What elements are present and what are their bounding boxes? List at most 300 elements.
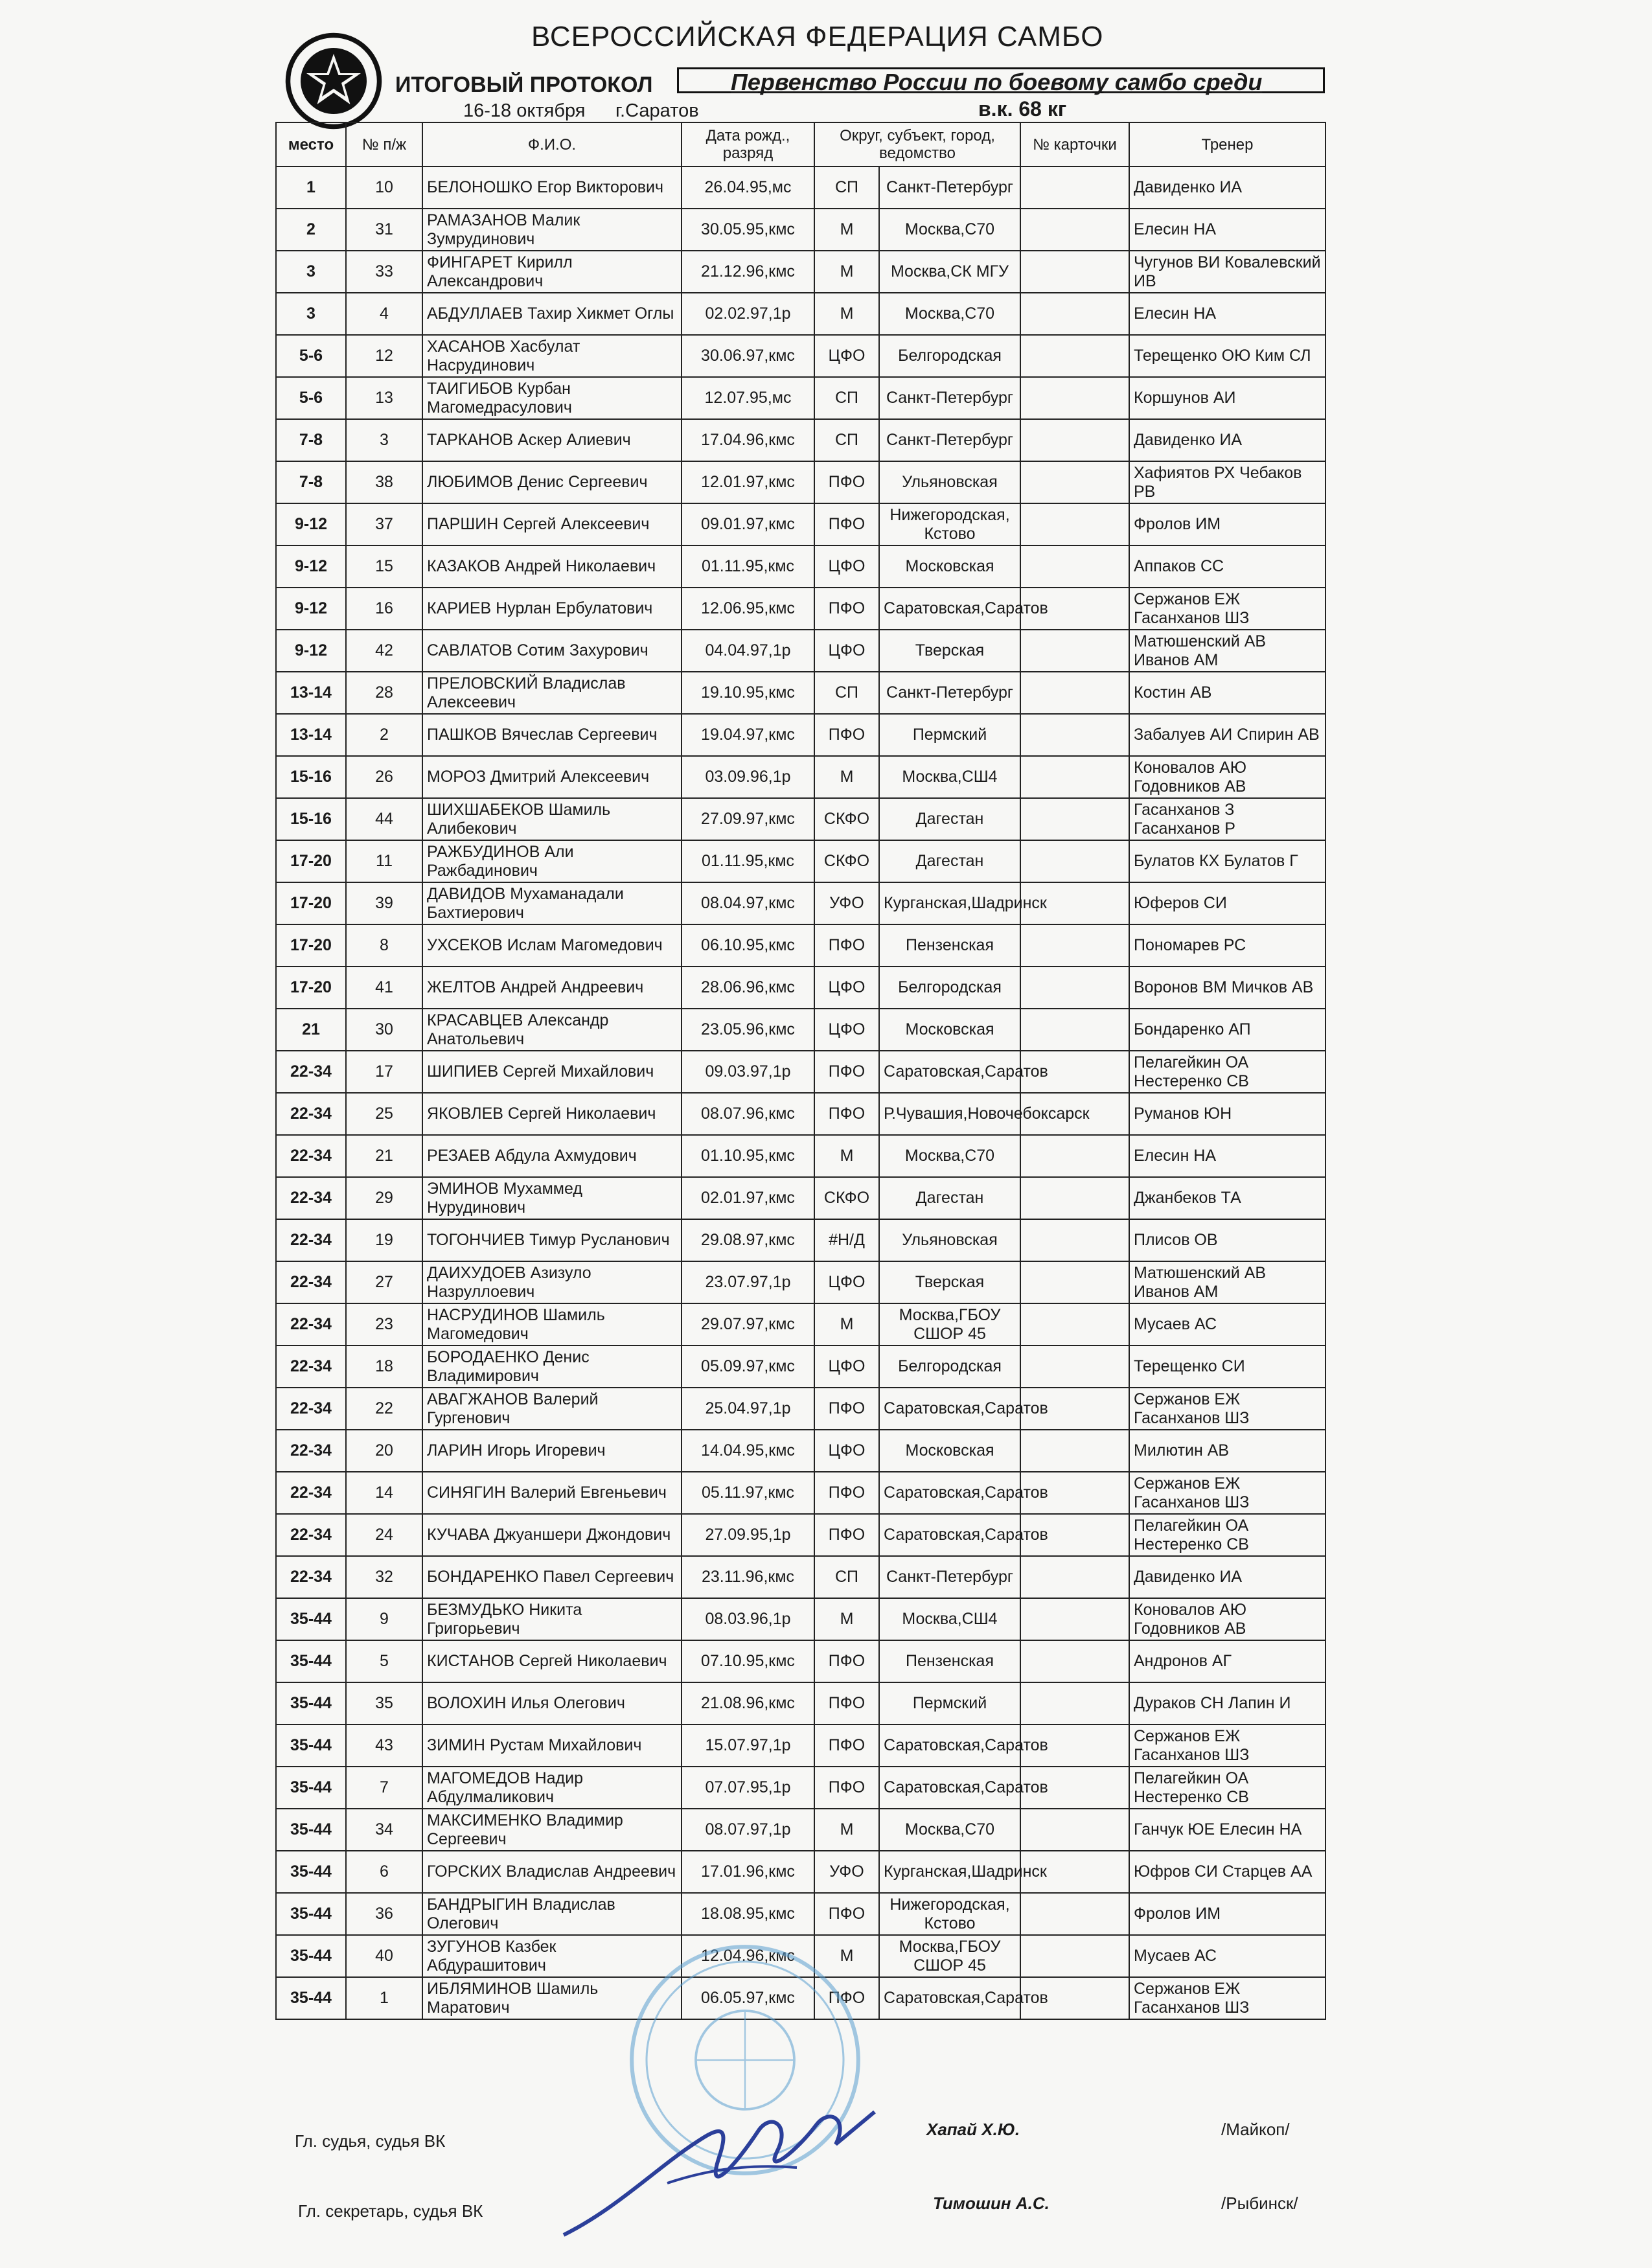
cell-place: 22-34 bbox=[276, 1388, 346, 1430]
cell-district: ПФО bbox=[814, 588, 879, 630]
cell-num: 4 bbox=[346, 293, 422, 335]
cell-region: Дагестан bbox=[879, 840, 1020, 882]
cell-place: 22-34 bbox=[276, 1303, 346, 1346]
cell-coach: Матюшенский АВ Иванов АМ bbox=[1129, 1261, 1325, 1303]
cell-coach: Сержанов ЕЖ Гасанханов ШЗ bbox=[1129, 1388, 1325, 1430]
cell-name: ТАРКАНОВ Аскер Алиевич bbox=[422, 419, 682, 461]
cell-dob: 17.01.96,кмс bbox=[682, 1851, 814, 1893]
handwritten-signature bbox=[538, 2092, 901, 2248]
cell-district: М bbox=[814, 1809, 879, 1851]
federation-logo bbox=[285, 32, 382, 130]
organization-name: ВСЕРОССИЙСКАЯ ФЕДЕРАЦИЯ САМБО bbox=[531, 21, 1104, 52]
cell-dob: 12.01.97,кмс bbox=[682, 461, 814, 503]
cell-card bbox=[1020, 377, 1129, 419]
cell-place: 9-12 bbox=[276, 588, 346, 630]
cell-district: М bbox=[814, 209, 879, 251]
cell-card bbox=[1020, 461, 1129, 503]
cell-card bbox=[1020, 1261, 1129, 1303]
cell-dob: 06.05.97,кмс bbox=[682, 1977, 814, 2019]
cell-dob: 21.12.96,кмс bbox=[682, 251, 814, 293]
cell-card bbox=[1020, 1935, 1129, 1977]
table-row bbox=[276, 1472, 1325, 1514]
cell-coach: Хафиятов РХ Чебаков РВ bbox=[1129, 461, 1325, 503]
table-row bbox=[276, 1009, 1325, 1051]
cell-coach: Фролов ИМ bbox=[1129, 1893, 1325, 1935]
cell-card bbox=[1020, 1219, 1129, 1261]
cell-card bbox=[1020, 1682, 1129, 1724]
cell-name: ДАИХУДОЕВ Азизуло Назруллоевич bbox=[422, 1261, 682, 1303]
cell-name: ПАШКОВ Вячеслав Сергеевич bbox=[422, 714, 682, 756]
cell-num: 20 bbox=[346, 1430, 422, 1472]
cell-card bbox=[1020, 293, 1129, 335]
cell-region: Саратовская,Саратов bbox=[879, 1724, 1020, 1767]
chief-judge-city: /Майкоп/ bbox=[1221, 2120, 1290, 2139]
cell-region: Белгородская bbox=[879, 967, 1020, 1009]
cell-region: Московская bbox=[879, 1430, 1020, 1472]
cell-name: ШИХШАБЕКОВ Шамиль Алибекович bbox=[422, 798, 682, 840]
cell-num: 35 bbox=[346, 1682, 422, 1724]
cell-place: 22-34 bbox=[276, 1135, 346, 1177]
cell-dob: 01.11.95,кмс bbox=[682, 545, 814, 588]
cell-place: 1 bbox=[276, 166, 346, 209]
cell-dob: 05.09.97,кмс bbox=[682, 1346, 814, 1388]
cell-card bbox=[1020, 1303, 1129, 1346]
cell-place: 7-8 bbox=[276, 461, 346, 503]
cell-num: 25 bbox=[346, 1093, 422, 1135]
cell-district: ЦФО bbox=[814, 545, 879, 588]
table-row bbox=[276, 1135, 1325, 1177]
cell-coach: Забалуев АИ Спирин АВ bbox=[1129, 714, 1325, 756]
cell-region: Санкт-Петербург bbox=[879, 419, 1020, 461]
cell-district: ПФО bbox=[814, 1388, 879, 1430]
cell-card bbox=[1020, 672, 1129, 714]
cell-region: Р.Чувашия,Новочебоксарск bbox=[879, 1093, 1020, 1135]
cell-region: Пензенская bbox=[879, 924, 1020, 967]
cell-num: 18 bbox=[346, 1346, 422, 1388]
cell-name: МОРОЗ Дмитрий Алексеевич bbox=[422, 756, 682, 798]
cell-num: 1 bbox=[346, 1977, 422, 2019]
cell-name: БЕЛОНОШКО Егор Викторович bbox=[422, 166, 682, 209]
cell-district: ПФО bbox=[814, 1514, 879, 1556]
results-table bbox=[275, 122, 1326, 2020]
cell-card bbox=[1020, 756, 1129, 798]
cell-district: ЦФО bbox=[814, 630, 879, 672]
cell-place: 5-6 bbox=[276, 377, 346, 419]
cell-place: 3 bbox=[276, 251, 346, 293]
cell-district: ПФО bbox=[814, 1640, 879, 1682]
table-row bbox=[276, 209, 1325, 251]
cell-region: Москва,С70 bbox=[879, 1135, 1020, 1177]
cell-district: ПФО bbox=[814, 461, 879, 503]
cell-dob: 09.03.97,1р bbox=[682, 1051, 814, 1093]
cell-dob: 14.04.95,кмс bbox=[682, 1430, 814, 1472]
cell-card bbox=[1020, 545, 1129, 588]
table-row bbox=[276, 461, 1325, 503]
cell-num: 23 bbox=[346, 1303, 422, 1346]
cell-region: Пензенская bbox=[879, 1640, 1020, 1682]
cell-coach: Воронов ВМ Мичков АВ bbox=[1129, 967, 1325, 1009]
cell-place: 22-34 bbox=[276, 1346, 346, 1388]
cell-dob: 28.06.96,кмс bbox=[682, 967, 814, 1009]
cell-place: 35-44 bbox=[276, 1682, 346, 1724]
table-row bbox=[276, 166, 1325, 209]
cell-coach: Елесин НА bbox=[1129, 293, 1325, 335]
table-row bbox=[276, 1893, 1325, 1935]
cell-name: КРАСАВЦЕВ Александр Анатольевич bbox=[422, 1009, 682, 1051]
cell-coach: Юферов СИ bbox=[1129, 882, 1325, 924]
cell-coach: Джанбеков ТА bbox=[1129, 1177, 1325, 1219]
cell-region: Ульяновская bbox=[879, 1219, 1020, 1261]
cell-coach: Коршунов АИ bbox=[1129, 377, 1325, 419]
cell-place: 13-14 bbox=[276, 714, 346, 756]
cell-place: 7-8 bbox=[276, 419, 346, 461]
cell-place: 17-20 bbox=[276, 840, 346, 882]
cell-num: 9 bbox=[346, 1598, 422, 1640]
cell-district: СКФО bbox=[814, 798, 879, 840]
cell-dob: 25.04.97,1р bbox=[682, 1388, 814, 1430]
cell-coach: Плисов ОВ bbox=[1129, 1219, 1325, 1261]
cell-card bbox=[1020, 335, 1129, 377]
table-row bbox=[276, 1640, 1325, 1682]
cell-region: Курганская,Шадринск bbox=[879, 1851, 1020, 1893]
cell-region: Санкт-Петербург bbox=[879, 1556, 1020, 1598]
cell-num: 22 bbox=[346, 1388, 422, 1430]
cell-coach: Милютин АВ bbox=[1129, 1430, 1325, 1472]
event-title: Первенство России по боевому самбо среди bbox=[677, 67, 1325, 93]
cell-place: 9-12 bbox=[276, 545, 346, 588]
cell-district: ПФО bbox=[814, 1767, 879, 1809]
cell-district: ЦФО bbox=[814, 967, 879, 1009]
cell-name: АВАГЖАНОВ Валерий Гургенович bbox=[422, 1388, 682, 1430]
cell-place: 22-34 bbox=[276, 1556, 346, 1598]
cell-region: Москва,СШ4 bbox=[879, 1598, 1020, 1640]
cell-region: Курганская,Шадринск bbox=[879, 882, 1020, 924]
table-row bbox=[276, 714, 1325, 756]
cell-dob: 17.04.96,кмс bbox=[682, 419, 814, 461]
cell-dob: 30.05.95,кмс bbox=[682, 209, 814, 251]
chief-judge-label: Гл. судья, судья ВК bbox=[295, 2131, 446, 2151]
table-row bbox=[276, 756, 1325, 798]
cell-district: СП bbox=[814, 672, 879, 714]
cell-dob: 30.06.97,кмс bbox=[682, 335, 814, 377]
cell-region: Нижегородская, Кстово bbox=[879, 1893, 1020, 1935]
cell-card bbox=[1020, 209, 1129, 251]
cell-num: 30 bbox=[346, 1009, 422, 1051]
col-header-dob: Дата рожд., разряд bbox=[682, 122, 814, 166]
cell-num: 28 bbox=[346, 672, 422, 714]
cell-district: ПФО bbox=[814, 924, 879, 967]
cell-dob: 12.06.95,кмс bbox=[682, 588, 814, 630]
table-row bbox=[276, 419, 1325, 461]
cell-dob: 08.04.97,кмс bbox=[682, 882, 814, 924]
cell-card bbox=[1020, 1893, 1129, 1935]
chief-judge-name: Хапай Х.Ю. bbox=[926, 2120, 1020, 2139]
cell-coach: Матюшенский АВ Иванов АМ bbox=[1129, 630, 1325, 672]
protocol-title: ИТОГОВЫЙ ПРОТОКОЛ bbox=[395, 73, 653, 97]
event-dates: 16-18 октября bbox=[463, 100, 586, 121]
cell-num: 3 bbox=[346, 419, 422, 461]
cell-place: 35-44 bbox=[276, 1640, 346, 1682]
cell-district: ЦФО bbox=[814, 1346, 879, 1388]
cell-num: 17 bbox=[346, 1051, 422, 1093]
cell-num: 43 bbox=[346, 1724, 422, 1767]
cell-coach: Булатов КХ Булатов Г bbox=[1129, 840, 1325, 882]
weight-class: в.к. 68 кг bbox=[978, 97, 1067, 120]
cell-place: 35-44 bbox=[276, 1935, 346, 1977]
cell-card bbox=[1020, 967, 1129, 1009]
cell-district: М bbox=[814, 1598, 879, 1640]
table-row bbox=[276, 545, 1325, 588]
table-row bbox=[276, 1598, 1325, 1640]
cell-region: Саратовская,Саратов bbox=[879, 1767, 1020, 1809]
table-row bbox=[276, 335, 1325, 377]
cell-region: Москва,С70 bbox=[879, 209, 1020, 251]
table-row bbox=[276, 1051, 1325, 1093]
cell-district: СП bbox=[814, 166, 879, 209]
cell-name: ЯКОВЛЕВ Сергей Николаевич bbox=[422, 1093, 682, 1135]
cell-place: 35-44 bbox=[276, 1893, 346, 1935]
cell-card bbox=[1020, 1009, 1129, 1051]
cell-coach: Андронов АГ bbox=[1129, 1640, 1325, 1682]
cell-region: Санкт-Петербург bbox=[879, 377, 1020, 419]
cell-place: 21 bbox=[276, 1009, 346, 1051]
cell-coach: Елесин НА bbox=[1129, 209, 1325, 251]
cell-dob: 08.03.96,1р bbox=[682, 1598, 814, 1640]
cell-name: ЛАРИН Игорь Игоревич bbox=[422, 1430, 682, 1472]
cell-place: 22-34 bbox=[276, 1051, 346, 1093]
table-row bbox=[276, 377, 1325, 419]
cell-coach: Елесин НА bbox=[1129, 1135, 1325, 1177]
cell-coach: Сержанов ЕЖ Гасанханов ШЗ bbox=[1129, 1724, 1325, 1767]
cell-name: КИСТАНОВ Сергей Николаевич bbox=[422, 1640, 682, 1682]
cell-region: Тверская bbox=[879, 630, 1020, 672]
table-row bbox=[276, 1177, 1325, 1219]
cell-name: РЕЗАЕВ Абдула Ахмудович bbox=[422, 1135, 682, 1177]
table-row bbox=[276, 1430, 1325, 1472]
cell-dob: 12.04.96,кмс bbox=[682, 1935, 814, 1977]
cell-coach: Коновалов АЮ Годовников АВ bbox=[1129, 756, 1325, 798]
table-row bbox=[276, 1219, 1325, 1261]
table-row bbox=[276, 672, 1325, 714]
cell-place: 15-16 bbox=[276, 756, 346, 798]
cell-place: 22-34 bbox=[276, 1514, 346, 1556]
cell-coach: Сержанов ЕЖ Гасанханов ШЗ bbox=[1129, 1977, 1325, 2019]
cell-num: 7 bbox=[346, 1767, 422, 1809]
col-header-region: Округ, субъект, город, ведомство bbox=[814, 122, 1020, 166]
cell-coach: Мусаев АС bbox=[1129, 1935, 1325, 1977]
cell-district: ПФО bbox=[814, 503, 879, 545]
cell-coach: Мусаев АС bbox=[1129, 1303, 1325, 1346]
cell-num: 29 bbox=[346, 1177, 422, 1219]
cell-card bbox=[1020, 840, 1129, 882]
cell-region: Санкт-Петербург bbox=[879, 166, 1020, 209]
cell-region: Москва,ГБОУ СШОР 45 bbox=[879, 1935, 1020, 1977]
cell-dob: 02.02.97,1р bbox=[682, 293, 814, 335]
cell-region: Ульяновская bbox=[879, 461, 1020, 503]
table-row bbox=[276, 251, 1325, 293]
cell-dob: 12.07.95,мс bbox=[682, 377, 814, 419]
secretary-label: Гл. секретарь, судья ВК bbox=[298, 2201, 483, 2221]
table-row bbox=[276, 503, 1325, 545]
cell-num: 36 bbox=[346, 1893, 422, 1935]
cell-region: Саратовская,Саратов bbox=[879, 1472, 1020, 1514]
cell-card bbox=[1020, 1556, 1129, 1598]
cell-name: КУЧАВА Джуаншери Джондович bbox=[422, 1514, 682, 1556]
cell-dob: 29.07.97,кмс bbox=[682, 1303, 814, 1346]
cell-card bbox=[1020, 714, 1129, 756]
cell-coach: Фролов ИМ bbox=[1129, 503, 1325, 545]
cell-place: 3 bbox=[276, 293, 346, 335]
cell-dob: 01.10.95,кмс bbox=[682, 1135, 814, 1177]
cell-coach: Терещенко ОЮ Ким СЛ bbox=[1129, 335, 1325, 377]
cell-num: 34 bbox=[346, 1809, 422, 1851]
cell-card bbox=[1020, 798, 1129, 840]
cell-region: Саратовская,Саратов bbox=[879, 1051, 1020, 1093]
cell-district: СКФО bbox=[814, 840, 879, 882]
cell-name: МАКСИМЕНКО Владимир Сергеевич bbox=[422, 1809, 682, 1851]
cell-name: ТАИГИБОВ Курбан Магомедрасулович bbox=[422, 377, 682, 419]
table-header-row bbox=[276, 122, 1325, 166]
cell-dob: 23.05.96,кмс bbox=[682, 1009, 814, 1051]
cell-region: Нижегородская, Кстово bbox=[879, 503, 1020, 545]
cell-dob: 07.10.95,кмс bbox=[682, 1640, 814, 1682]
cell-coach: Пелагейкин ОА Нестеренко СВ bbox=[1129, 1051, 1325, 1093]
cell-name: ДАВИДОВ Мухаманадали Бахтиерович bbox=[422, 882, 682, 924]
cell-dob: 27.09.97,кмс bbox=[682, 798, 814, 840]
cell-num: 19 bbox=[346, 1219, 422, 1261]
table-row bbox=[276, 967, 1325, 1009]
cell-num: 16 bbox=[346, 588, 422, 630]
cell-card bbox=[1020, 166, 1129, 209]
table-row bbox=[276, 1851, 1325, 1893]
cell-coach: Коновалов АЮ Годовников АВ bbox=[1129, 1598, 1325, 1640]
cell-place: 35-44 bbox=[276, 1724, 346, 1767]
table-row bbox=[276, 1724, 1325, 1767]
cell-coach: Давиденко ИА bbox=[1129, 419, 1325, 461]
cell-num: 11 bbox=[346, 840, 422, 882]
cell-coach: Дураков СН Лапин И bbox=[1129, 1682, 1325, 1724]
cell-region: Белгородская bbox=[879, 1346, 1020, 1388]
col-header-card: № карточки bbox=[1020, 122, 1129, 166]
cell-dob: 15.07.97,1р bbox=[682, 1724, 814, 1767]
cell-card bbox=[1020, 1346, 1129, 1388]
cell-region: Москва,С70 bbox=[879, 1809, 1020, 1851]
cell-place: 9-12 bbox=[276, 630, 346, 672]
cell-card bbox=[1020, 1177, 1129, 1219]
cell-coach: Давиденко ИА bbox=[1129, 1556, 1325, 1598]
table-row bbox=[276, 1093, 1325, 1135]
cell-name: ЛЮБИМОВ Денис Сергеевич bbox=[422, 461, 682, 503]
cell-num: 40 bbox=[346, 1935, 422, 1977]
cell-district: ПФО bbox=[814, 1977, 879, 2019]
table-row bbox=[276, 1809, 1325, 1851]
cell-district: СП bbox=[814, 1556, 879, 1598]
cell-num: 39 bbox=[346, 882, 422, 924]
cell-district: ПФО bbox=[814, 1893, 879, 1935]
cell-dob: 21.08.96,кмс bbox=[682, 1682, 814, 1724]
cell-place: 22-34 bbox=[276, 1093, 346, 1135]
cell-place: 15-16 bbox=[276, 798, 346, 840]
cell-coach: Костин АВ bbox=[1129, 672, 1325, 714]
cell-coach: Сержанов ЕЖ Гасанханов ШЗ bbox=[1129, 588, 1325, 630]
cell-district: М bbox=[814, 251, 879, 293]
cell-num: 42 bbox=[346, 630, 422, 672]
cell-name: ЗУГУНОВ Казбек Абдурашитович bbox=[422, 1935, 682, 1977]
cell-name: ТОГОНЧИЕВ Тимур Русланович bbox=[422, 1219, 682, 1261]
col-header-num: № п/ж bbox=[346, 122, 422, 166]
cell-place: 5-6 bbox=[276, 335, 346, 377]
cell-num: 37 bbox=[346, 503, 422, 545]
cell-district: М bbox=[814, 1135, 879, 1177]
table-row bbox=[276, 1514, 1325, 1556]
cell-num: 24 bbox=[346, 1514, 422, 1556]
cell-dob: 01.11.95,кмс bbox=[682, 840, 814, 882]
cell-coach: Юфров СИ Старцев АА bbox=[1129, 1851, 1325, 1893]
cell-region: Москва,С70 bbox=[879, 293, 1020, 335]
cell-district: ЦФО bbox=[814, 1261, 879, 1303]
table-row bbox=[276, 882, 1325, 924]
cell-district: М bbox=[814, 756, 879, 798]
cell-name: БЕЗМУДЬКО Никита Григорьевич bbox=[422, 1598, 682, 1640]
cell-name: РАМАЗАНОВ Малик Зумрудинович bbox=[422, 209, 682, 251]
cell-name: ПРЕЛОВСКИЙ Владислав Алексеевич bbox=[422, 672, 682, 714]
cell-region: Пермский bbox=[879, 1682, 1020, 1724]
cell-name: АБДУЛЛАЕВ Тахир Хикмет Оглы bbox=[422, 293, 682, 335]
cell-card bbox=[1020, 924, 1129, 967]
cell-district: М bbox=[814, 293, 879, 335]
cell-num: 27 bbox=[346, 1261, 422, 1303]
cell-district: ПФО bbox=[814, 1472, 879, 1514]
cell-card bbox=[1020, 1430, 1129, 1472]
cell-dob: 07.07.95,1р bbox=[682, 1767, 814, 1809]
cell-num: 44 bbox=[346, 798, 422, 840]
cell-dob: 04.04.97,1р bbox=[682, 630, 814, 672]
results-body bbox=[276, 166, 1325, 2019]
cell-place: 35-44 bbox=[276, 1851, 346, 1893]
cell-place: 9-12 bbox=[276, 503, 346, 545]
cell-name: КАРИЕВ Нурлан Ербулатович bbox=[422, 588, 682, 630]
cell-coach: Аппаков СС bbox=[1129, 545, 1325, 588]
cell-place: 22-34 bbox=[276, 1177, 346, 1219]
cell-coach: Чугунов ВИ Ковалевский ИВ bbox=[1129, 251, 1325, 293]
cell-name: РАЖБУДИНОВ Али Ражбадинович bbox=[422, 840, 682, 882]
cell-name: БАНДРЫГИН Владислав Олегович bbox=[422, 1893, 682, 1935]
table-row bbox=[276, 1682, 1325, 1724]
table-row bbox=[276, 1767, 1325, 1809]
cell-name: ЭМИНОВ Мухаммед Нурудинович bbox=[422, 1177, 682, 1219]
cell-region: Москва,ГБОУ СШОР 45 bbox=[879, 1303, 1020, 1346]
cell-district: #Н/Д bbox=[814, 1219, 879, 1261]
cell-district: ПФО bbox=[814, 1682, 879, 1724]
cell-num: 15 bbox=[346, 545, 422, 588]
cell-name: МАГОМЕДОВ Надир Абдулмаликович bbox=[422, 1767, 682, 1809]
cell-place: 13-14 bbox=[276, 672, 346, 714]
table-row bbox=[276, 798, 1325, 840]
cell-num: 26 bbox=[346, 756, 422, 798]
cell-coach: Сержанов ЕЖ Гасанханов ШЗ bbox=[1129, 1472, 1325, 1514]
cell-region: Московская bbox=[879, 1009, 1020, 1051]
table-row bbox=[276, 1556, 1325, 1598]
cell-district: УФО bbox=[814, 882, 879, 924]
cell-name: ФИНГАРЕТ Кирилл Александрович bbox=[422, 251, 682, 293]
cell-coach: Бондаренко АП bbox=[1129, 1009, 1325, 1051]
cell-district: УФО bbox=[814, 1851, 879, 1893]
table-row bbox=[276, 293, 1325, 335]
cell-num: 41 bbox=[346, 967, 422, 1009]
cell-coach: Пономарев РС bbox=[1129, 924, 1325, 967]
cell-name: УХСЕКОВ Ислам Магомедович bbox=[422, 924, 682, 967]
cell-name: ВОЛОХИН Илья Олегович bbox=[422, 1682, 682, 1724]
